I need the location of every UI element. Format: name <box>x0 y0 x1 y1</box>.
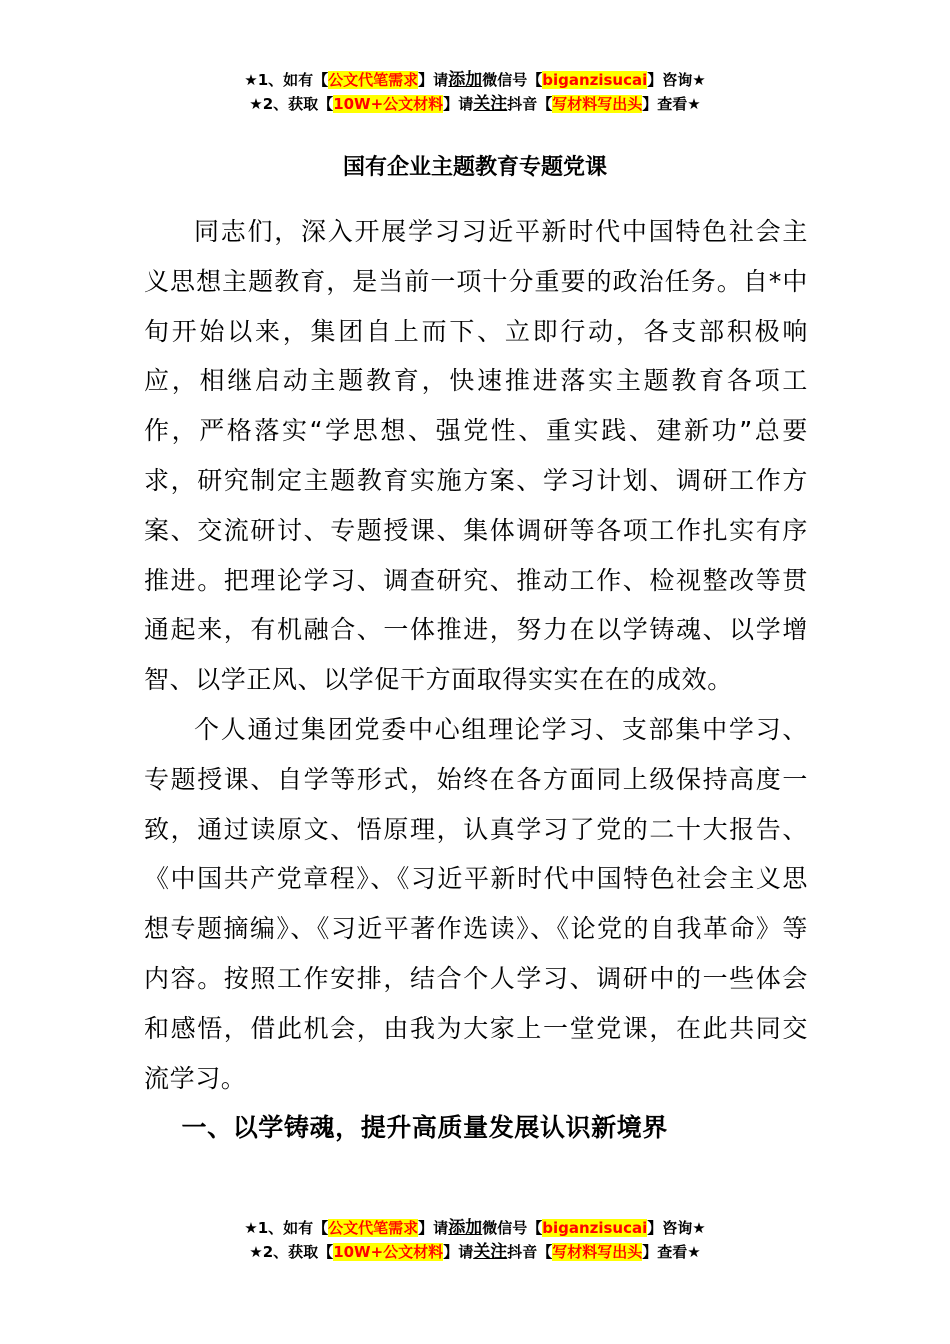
footer-line-2-emphasis: 关注 <box>473 1242 508 1262</box>
section-heading-1: 一、以学铸魂，提升高质量发展认识新境界 <box>181 1113 668 1143</box>
footer-line-2-mid-2: 抖音【 <box>507 1243 553 1261</box>
footer-line-1 <box>0 1216 950 1240</box>
document-body <box>144 207 808 1153</box>
banner-line-2-emphasis: 关注 <box>473 94 508 114</box>
footer-line-2-highlight-1: 10W+公文材料 <box>333 1243 444 1261</box>
footer-line-1-prefix: ★1、如有【 <box>244 1219 329 1237</box>
banner-line-2-mid-1: 】请 <box>443 95 474 113</box>
banner-line-2-prefix: ★2、获取【 <box>249 95 334 113</box>
footer-line-1-highlight-1: 公文代笔需求 <box>328 1219 419 1237</box>
banner-line-1-suffix: 】咨询★ <box>647 71 706 89</box>
banner-line-2-suffix: 】查看★ <box>642 95 701 113</box>
banner-line-1 <box>0 68 950 92</box>
banner-line-1-emphasis: 添加 <box>448 70 483 90</box>
banner-line-1-prefix: ★1、如有【 <box>244 71 329 89</box>
footer-line-2-highlight-2: 写材料写出头 <box>552 1243 643 1261</box>
banner-line-2 <box>0 92 950 116</box>
footer-line-1-mid-1: 】请 <box>418 1219 449 1237</box>
banner-line-1-highlight-1: 公文代笔需求 <box>328 71 419 89</box>
footer-banner <box>0 1216 950 1264</box>
banner-line-2-highlight-1: 10W+公文材料 <box>333 95 444 113</box>
banner-line-1-highlight-2: biganzisucai <box>542 71 648 89</box>
banner-line-1-mid-2: 微信号【 <box>482 71 543 89</box>
banner-line-1-mid-1: 】请 <box>418 71 449 89</box>
footer-line-1-highlight-2: biganzisucai <box>542 1219 648 1237</box>
banner-line-2-mid-2: 抖音【 <box>507 95 553 113</box>
banner-line-2-highlight-2: 写材料写出头 <box>552 95 643 113</box>
footer-line-2-prefix: ★2、获取【 <box>249 1243 334 1261</box>
body-paragraph-1: 同志们，深入开展学习习近平新时代中国特色社会主义思想主题教育，是当前一项十分重要的政治任务。自*中旬开始以来，集团自上而下、立即行动，各支部积极响应，相继启动主题教育，快速推进落实主题教育各项工作，严格落实“学思想、强党性、重实践、建新功”总要求，研究制定主题教育实施方案、学习计划、调研工作方案、交流研讨、专题授课、集体调研等各项工作扎实有序推进。把理论学习、调查研究、推动工作、检视整改等贯通起来，有机融合、一体推进，努力在以学铸魂、以学增智、以学正风、以学促干方面取得实实在在的成效。 <box>144 217 808 695</box>
header-banner <box>0 68 950 116</box>
footer-line-2-mid-1: 】请 <box>443 1243 474 1261</box>
footer-line-1-emphasis: 添加 <box>448 1218 483 1238</box>
footer-line-2-suffix: 】查看★ <box>642 1243 701 1261</box>
document-title: 国有企业主题教育专题党课 <box>342 155 607 180</box>
footer-line-1-suffix: 】咨询★ <box>647 1219 706 1237</box>
footer-line-2 <box>0 1240 950 1264</box>
footer-line-1-mid-2: 微信号【 <box>482 1219 543 1237</box>
body-paragraph-2: 个人通过集团党委中心组理论学习、支部集中学习、专题授课、自学等形式，始终在各方面同上级保持高度一致，通过读原文、悟原理，认真学习了党的二十大报告、《中国共产党章程》、《习近平新时代中国特色社会主义思想专题摘编》、《习近平著作选读》、《论党的自我革命》等内容。按照工作安排，结合个人学习、调研中的一些体会和感悟，借此机会，由我为大家上一堂党课，在此共同交流学习。 <box>144 714 808 1093</box>
